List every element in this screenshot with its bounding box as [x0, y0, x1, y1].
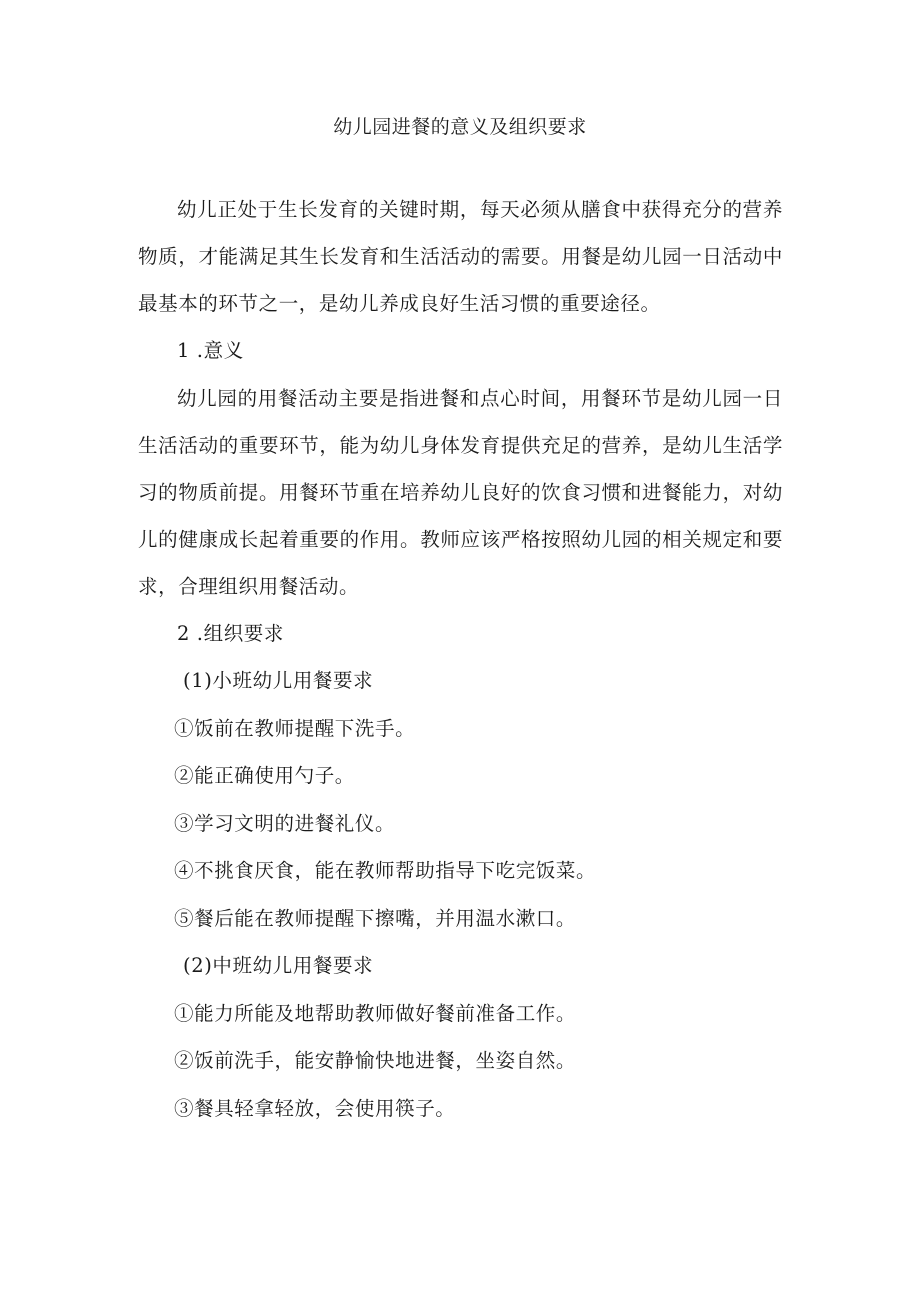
list-item: ②能正确使用勺子。 [174, 764, 355, 787]
list-item: ④不挑食厌食，能在教师帮助指导下吃完饭菜。 [174, 859, 597, 882]
list-item: ②饭前洗手，能安静愉快地进餐，坐姿自然。 [174, 1049, 577, 1072]
meaning-paragraph: 幼儿园的用餐活动主要是指进餐和点心时间，用餐环节是幼儿园一日生活活动的重要环节，能为幼儿身体发育提供充足的营养，是幼儿生活学习的物质前提。用餐环节重在培养幼儿良好的饮食习惯和进餐能力，对幼儿的健康成长起着重要的作用。教师应该严格按照幼儿园的相关规定和要求，合理组织用餐活动。 [138, 386, 783, 598]
intro-paragraph: 幼儿正处于生长发育的关键时期，每天必须从膳食中获得充分的营养物质，才能满足其生长发育和生活活动的需要。用餐是幼儿园一日活动中最基本的环节之一，是幼儿养成良好生活习惯的重要途径。 [138, 198, 783, 315]
list-item: ①饭前在教师提醒下洗手。 [174, 716, 416, 740]
document-title: 幼儿园进餐的意义及组织要求 [333, 116, 587, 138]
document-body [138, 186, 783, 1132]
list-item: ①能力所能及地帮助教师做好餐前准备工作。 [174, 1001, 577, 1025]
section-heading-requirements: 2 .组织要求 [177, 621, 285, 645]
section-heading-meaning: 1 .意义 [177, 339, 244, 362]
list-item: ③学习文明的进餐礼仪。 [174, 811, 396, 835]
list-item: ③餐具轻拿轻放，会使用筷子。 [174, 1096, 456, 1120]
subsection-heading-middle-class: (2)中班幼儿用餐要求 [183, 954, 374, 977]
list-item: ⑤餐后能在教师提醒下擦嘴，并用温水漱口。 [174, 906, 577, 930]
subsection-heading-small-class: (1)小班幼儿用餐要求 [183, 669, 374, 692]
